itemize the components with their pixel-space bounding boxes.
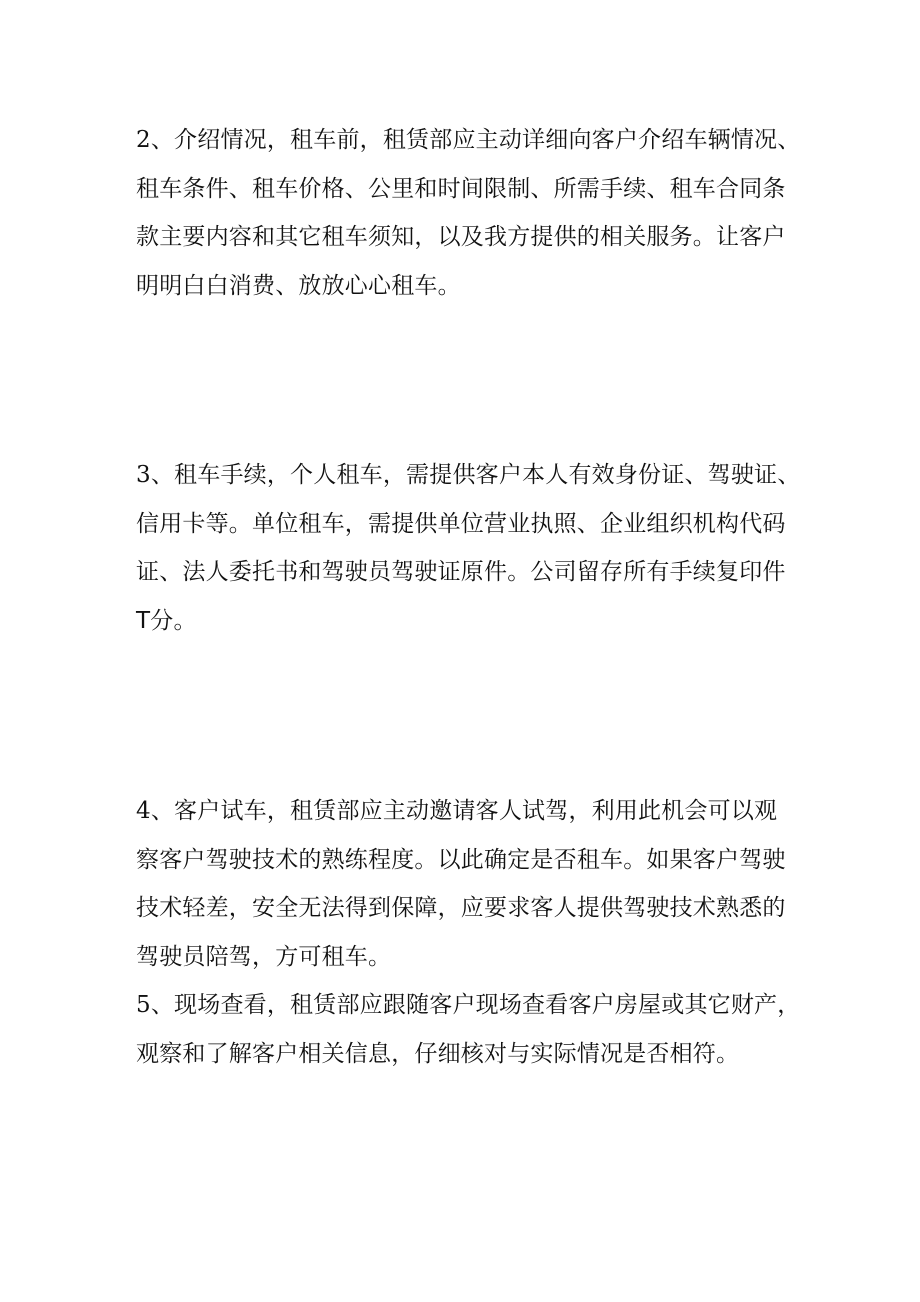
paragraph-line: 证、法人委托书和驾驶员驾驶证原件。公司留存所有手续复印件 — [136, 559, 786, 585]
paragraph-4-5 — [136, 787, 816, 1078]
paragraph-3 — [136, 451, 816, 645]
paragraph-line — [136, 787, 816, 836]
paragraph-line — [136, 451, 816, 500]
item-number: 5 — [136, 992, 151, 1018]
item-number: 2 — [136, 127, 151, 153]
line-text: 、租车手续，个人租车，需提供客户本人有效身份证、驾驶证、 — [150, 462, 801, 488]
paragraph-line: 观察和了解客户相关信息，仔细核对与实际情况是否相符。 — [136, 1040, 740, 1067]
item-number: 3 — [136, 462, 151, 488]
item-number: 4 — [136, 798, 151, 824]
paragraph-line: 信用卡等。单位租车，需提供单位营业执照、企业组织机构代码 — [136, 510, 786, 537]
paragraph-2 — [136, 116, 816, 310]
paragraph-line: 明明白白消费、放放心心租车。 — [136, 272, 461, 299]
paragraph-line: 款主要内容和其它租车须知，以及我方提供的相关服务。让客户 — [136, 224, 786, 250]
paragraph-line: 察客户驾驶技术的熟练程度。以此确定是否租车。如果客户驾驶 — [136, 846, 786, 873]
line-text: 、介绍情况，租车前，租赁部应主动详细向客户介绍车辆情况、 — [150, 127, 801, 153]
paragraph-line: 租车条件、租车价格、公里和时间限制、所需手续、租车合同条 — [136, 175, 786, 202]
paragraph-line — [136, 116, 816, 165]
paragraph-line: 技术轻差，安全无法得到保障，应要求客人提供驾驶技术熟悉的 — [136, 895, 786, 921]
paragraph-line — [136, 981, 816, 1030]
paragraph-line: T分。 — [136, 607, 197, 634]
line-text: 、客户试车，租赁部应主动邀请客人试驾，利用此机会可以观 — [150, 798, 778, 824]
line-text: 、现场查看，租赁部应跟随客户现场查看客户房屋或其它财产， — [150, 992, 801, 1018]
paragraph-line: 驾驶员陪驾，方可租车。 — [136, 943, 392, 970]
